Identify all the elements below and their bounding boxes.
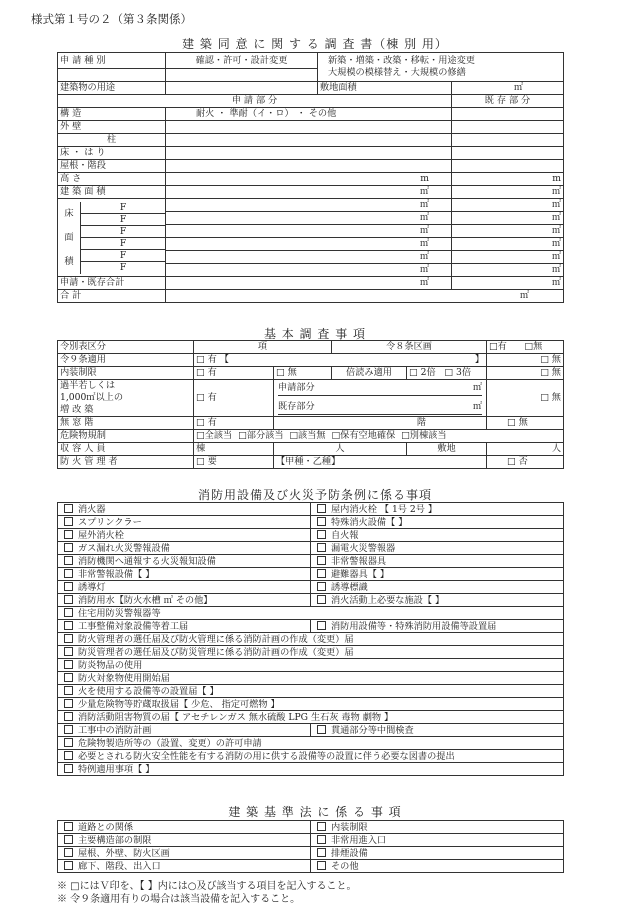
field-windowless-yes[interactable]: □ 有 (194, 417, 274, 430)
fire-row (58, 620, 564, 633)
fire-row (58, 750, 564, 763)
table-building-standards (57, 820, 564, 873)
fire-row (58, 724, 564, 737)
field-structure[interactable]: 耐火 ・ 準耐（イ・ロ） ・ その他 (166, 108, 452, 121)
fire-item[interactable] (58, 763, 564, 776)
fire-row (58, 685, 564, 698)
label-large-extension: 過半若しくは 1,000㎡以上の 増 改 築 (58, 380, 194, 417)
fire-row (58, 633, 564, 646)
field-article9-none[interactable]: □ 無 (487, 354, 564, 367)
bsl-item[interactable] (58, 821, 311, 834)
field-double-none[interactable]: □ 無 (487, 367, 564, 380)
checkbox[interactable] (64, 647, 73, 656)
checkbox[interactable] (317, 621, 326, 630)
field-total-combined-exist[interactable]: ㎡ (452, 277, 564, 290)
fire-item[interactable] (311, 568, 564, 581)
field-application-type-2[interactable]: 新築・増築・改築・移転・用途変更 大規模の模様替え・大規模の修繕 (318, 53, 564, 82)
label-fire-manager: 防 火 管 理 者 (58, 456, 194, 469)
field-floor-area-exist-4[interactable]: ㎡ (452, 238, 564, 251)
item-label: 屋外消火栓 (78, 529, 124, 541)
item-label: 廊下、階段、出入口 (78, 860, 161, 872)
field-outer-wall-exist[interactable] (452, 121, 564, 134)
field-floor-area-5[interactable]: ㎡ (166, 251, 452, 264)
note-2: ※ 令９条適用有りの場合は該当設備を記入すること。 (57, 894, 301, 905)
checkbox[interactable] (317, 595, 326, 604)
fire-item[interactable] (311, 516, 564, 529)
fire-item[interactable] (58, 633, 564, 646)
label-interior-limit: 内装制限 (58, 367, 194, 380)
fire-row (58, 763, 564, 776)
field-fire-manager-no[interactable]: □ 否 (487, 456, 564, 469)
item-label: 工事整備対象設備等着工届 (78, 620, 189, 632)
checkbox[interactable] (64, 822, 73, 831)
field-height[interactable]: m (166, 173, 452, 186)
label-article9: 令９条適用 (58, 354, 194, 367)
item-label: 避難器具【 】 (331, 568, 390, 580)
field-fire-manager-class[interactable]: 【甲種・乙種】 (274, 456, 487, 469)
item-label: 排煙設備 (331, 847, 368, 859)
fire-item[interactable] (311, 503, 564, 516)
checkbox[interactable] (64, 504, 73, 513)
fire-row (58, 555, 564, 568)
item-label: 消防活動阻害物質の届【 アセチレンガス 無水硫酸 LPG 生石灰 毒物 劇物 】 (78, 711, 394, 723)
label-building-use: 建築物の用途 (58, 82, 166, 95)
fire-row (58, 529, 564, 542)
item-label: 道路との関係 (78, 821, 134, 833)
header-exist-part: 既 存 部 分 (452, 95, 564, 108)
field-ordinance-item[interactable]: 項 (194, 341, 332, 354)
item-label: 防火管理者の選任届及び防火管理に係る消防計画の作成（変更）届 (78, 633, 354, 645)
bsl-row (58, 834, 564, 847)
fire-item[interactable] (311, 594, 564, 607)
checkbox[interactable] (317, 582, 326, 591)
item-label: 非常警報設備【 】 (78, 568, 155, 580)
label-total-combined: 申請・既存合計 (58, 277, 166, 290)
checkbox[interactable] (64, 725, 73, 734)
field-windowless-floor[interactable]: 階 (274, 417, 487, 430)
fire-row (58, 594, 564, 607)
checkbox[interactable] (64, 556, 73, 565)
item-label: 住宅用防災警報器等 (78, 607, 161, 619)
checkbox[interactable] (64, 608, 73, 617)
fire-item[interactable] (311, 542, 564, 555)
checkbox[interactable] (64, 686, 73, 695)
fire-item[interactable] (311, 529, 564, 542)
label-building-area: 建 築 面 積 (58, 186, 166, 199)
title-building-consent: 建 築 同 意 に 関 す る 調 査 書（棟 別 用） (182, 37, 448, 51)
title-building-standards: 建 築 基 準 法 に 係 る 事 項 (228, 805, 402, 819)
bsl-item[interactable] (58, 847, 311, 860)
label-height: 高 さ (58, 173, 166, 186)
bsl-item[interactable] (311, 847, 564, 860)
table-building-info (57, 52, 564, 303)
fire-item[interactable] (311, 724, 564, 737)
field-article9[interactable]: □ 有 【 】 (194, 354, 487, 367)
fire-item[interactable] (58, 737, 564, 750)
checkbox[interactable] (64, 582, 73, 591)
field-floor-area-2[interactable]: ㎡ (166, 212, 452, 225)
field-height-exist[interactable]: m (452, 173, 564, 186)
field-total-combined[interactable]: ㎡ (166, 277, 452, 290)
fire-item[interactable] (58, 750, 564, 763)
field-floor-beam-exist[interactable] (452, 147, 564, 160)
label-ordinance-table: 令別表区分 (58, 341, 194, 354)
checkbox[interactable] (64, 848, 73, 857)
item-label: 必要とされる防火安全性能を有する消防の用に供する設備等の設置に伴う必要な図書の提出 (78, 750, 455, 762)
field-floor-area-exist-2[interactable]: ㎡ (452, 212, 564, 225)
title-basic-survey: 基 本 調 査 事 項 (263, 327, 367, 341)
note-1: ※ □にはＶ印を、【 】内には○及び該当する項目を記入すること。 (57, 881, 357, 892)
checkbox[interactable] (64, 861, 73, 870)
fire-row (58, 711, 564, 724)
field-building-use[interactable] (166, 82, 318, 95)
item-label: 非常用進入口 (331, 834, 387, 846)
item-label: 貫通部分等中間検査 (331, 724, 414, 736)
label-hazmat: 危険物規制 (58, 430, 194, 443)
bsl-row (58, 860, 564, 873)
checkbox[interactable] (64, 634, 73, 643)
checkbox[interactable] (64, 751, 73, 760)
checkbox[interactable] (317, 543, 326, 552)
field-windowless-none[interactable]: □ 無 (487, 417, 564, 430)
checkbox[interactable] (317, 861, 326, 870)
label-application-type: 申 請 種 別 (58, 53, 166, 69)
bsl-item[interactable] (311, 834, 564, 847)
fire-item[interactable] (58, 685, 564, 698)
label-roof-stairs: 屋根・階段 (58, 160, 166, 173)
checkbox[interactable] (64, 712, 73, 721)
checkbox[interactable] (64, 530, 73, 539)
checkbox[interactable] (64, 835, 73, 844)
item-label: 防災管理者の選任届及び防災管理に係る消防計画の作成（変更）届 (78, 646, 354, 658)
label-article8-section: 令８条区画 (332, 341, 487, 354)
checkbox[interactable] (64, 569, 73, 578)
field-extension-area[interactable]: 申請部分 ㎡ 既存部分 ㎡ (274, 380, 487, 417)
field-floor-area-exist-1[interactable]: ㎡ (452, 199, 564, 212)
fire-row (58, 581, 564, 594)
bsl-item[interactable] (311, 821, 564, 834)
field-roof-stairs-exist[interactable] (452, 160, 564, 173)
item-label: 特例適用事項【 】 (78, 763, 155, 775)
fire-item[interactable] (58, 698, 564, 711)
item-label: 工事中の消防計画 (78, 724, 152, 736)
field-site-area[interactable]: ㎡ (452, 82, 564, 95)
fire-row (58, 737, 564, 750)
title-fire-equipment: 消防用設備及び火災予防条例に係る事項 (197, 488, 432, 502)
fire-row (58, 607, 564, 620)
label-capacity: 収 容 人 員 (58, 443, 194, 456)
field-capacity-building[interactable]: 人 (274, 443, 407, 456)
field-floor-area-6[interactable]: ㎡ (166, 264, 452, 277)
fire-item[interactable] (58, 581, 311, 594)
label-double-read: 倍読み適用 (332, 367, 407, 380)
item-label: 自火報 (331, 529, 359, 541)
label-total: 合 計 (58, 290, 166, 303)
checkbox[interactable] (64, 517, 73, 526)
label-structure: 構 造 (58, 108, 166, 121)
fire-item[interactable] (58, 659, 564, 672)
item-label: 危険物製造所等の（設置、変更）の許可申請 (78, 737, 262, 749)
field-structure-exist[interactable] (452, 108, 564, 121)
field-floor-area-exist-3[interactable]: ㎡ (452, 225, 564, 238)
item-label: 主要構造部の制限 (78, 834, 152, 846)
checkbox[interactable] (64, 595, 73, 604)
fire-item[interactable] (58, 672, 564, 685)
item-label: 漏電火災警報器 (331, 542, 396, 554)
checkbox[interactable] (317, 835, 326, 844)
checkbox[interactable] (317, 517, 326, 526)
fire-item[interactable] (58, 711, 564, 724)
checkbox[interactable] (64, 738, 73, 747)
checkbox[interactable] (317, 504, 326, 513)
item-label: 屋内消火栓 【 1号 2号 】 (331, 503, 438, 515)
field-building-area[interactable]: ㎡ (166, 186, 452, 199)
fire-row (58, 503, 564, 516)
checkbox[interactable] (317, 848, 326, 857)
fire-item[interactable] (58, 646, 564, 659)
fire-item[interactable] (311, 555, 564, 568)
fire-item[interactable] (58, 516, 311, 529)
fire-row (58, 646, 564, 659)
item-label: スプリンクラー (78, 516, 142, 528)
field-pillar-exist[interactable] (452, 134, 564, 147)
fire-row (58, 516, 564, 529)
label-floor-beam: 床 ・ は り (58, 147, 166, 160)
item-label: 消防用設備等・特殊消防用設備等設置届 (331, 620, 497, 632)
field-capacity-site[interactable]: 人 (487, 443, 564, 456)
header-apply-part: 申 請 部 分 (58, 95, 452, 108)
item-label: 消火活動上必要な施設【 】 (331, 594, 445, 606)
field-capacity-building-label: 棟 (194, 443, 274, 456)
label-windowless: 無 窓 階 (58, 417, 194, 430)
label-floor-area: 床 面 積 F F F F F F (58, 199, 166, 277)
item-label: 誘導標識 (331, 581, 368, 593)
fire-row (58, 698, 564, 711)
fire-item[interactable] (58, 555, 311, 568)
fire-item[interactable] (311, 581, 564, 594)
field-floor-area-3[interactable]: ㎡ (166, 225, 452, 238)
fire-item[interactable] (58, 594, 311, 607)
checkbox[interactable] (317, 556, 326, 565)
fire-item[interactable] (58, 503, 311, 516)
fire-row (58, 659, 564, 672)
checkbox[interactable] (64, 673, 73, 682)
fire-row (58, 672, 564, 685)
fire-item[interactable] (58, 542, 311, 555)
notes (57, 880, 357, 906)
fire-item[interactable] (58, 568, 311, 581)
field-roof-stairs[interactable] (166, 160, 452, 173)
item-label: 消火器 (78, 503, 106, 515)
item-label: 消防機関へ通報する火災報知設備 (78, 555, 216, 567)
bsl-row (58, 847, 564, 860)
item-label: 屋根、外壁、防火区画 (78, 847, 170, 859)
item-label: 内装制限 (331, 821, 368, 833)
checkbox[interactable] (317, 530, 326, 539)
field-total[interactable]: ㎡ (166, 290, 564, 303)
checkbox[interactable] (64, 621, 73, 630)
fire-item[interactable] (58, 724, 311, 737)
item-label: 非常警報器具 (331, 555, 387, 567)
checkbox[interactable] (64, 764, 73, 773)
checkbox[interactable] (64, 543, 73, 552)
field-capacity-site-label: 敷地 (407, 443, 487, 456)
field-fire-manager-yes[interactable]: □ 要 (194, 456, 274, 469)
field-pillar[interactable] (166, 134, 452, 147)
checkbox[interactable] (317, 822, 326, 831)
item-label: ガス漏れ火災警報設備 (78, 542, 170, 554)
field-floor-area-exist-5[interactable]: ㎡ (452, 251, 564, 264)
bsl-item[interactable] (58, 834, 311, 847)
bsl-item[interactable] (311, 860, 564, 873)
checkbox[interactable] (317, 569, 326, 578)
bsl-row (58, 821, 564, 834)
field-double[interactable]: □ 2倍 □ 3倍 (407, 367, 487, 380)
field-hazmat[interactable]: □全該当 □部分該当 □該当無 □保有空地確保 □別棟該当 (194, 430, 564, 443)
fire-item[interactable] (58, 529, 311, 542)
fire-item[interactable] (58, 620, 311, 633)
field-extension-none[interactable]: □ 無 (487, 380, 564, 417)
item-label: 特殊消火設備【 】 (331, 516, 408, 528)
checkbox[interactable] (64, 699, 73, 708)
item-label: 火を使用する設備等の設置届【 】 (78, 685, 219, 697)
item-label: 誘導灯 (78, 581, 106, 593)
label-site-area: 敷地面積 (318, 82, 452, 95)
field-article8[interactable]: □有 □無 (487, 341, 564, 354)
field-floor-area-4[interactable]: ㎡ (166, 238, 452, 251)
field-outer-wall[interactable] (166, 121, 452, 134)
field-application-type-1[interactable]: 確認・許可・設計変更 (166, 53, 318, 69)
item-label: 少量危険物等貯蔵取扱届【 少危、 指定可燃物 】 (78, 698, 280, 710)
checkbox[interactable] (64, 660, 73, 669)
fire-row (58, 568, 564, 581)
table-basic-survey (57, 340, 564, 469)
field-floor-beam[interactable] (166, 147, 452, 160)
label-outer-wall: 外 壁 (58, 121, 166, 134)
table-fire-equipment (57, 502, 564, 776)
item-label: その他 (331, 860, 359, 872)
field-floor-area-1[interactable]: ㎡ (166, 199, 452, 212)
field-floor-area-exist-6[interactable]: ㎡ (452, 264, 564, 277)
field-interior-no[interactable]: □ 無 (274, 367, 332, 380)
field-interior-yes[interactable]: □ 有 (194, 367, 274, 380)
form-number: 様式第１号の２（第３条関係） (31, 12, 192, 26)
bsl-item[interactable] (58, 860, 311, 873)
item-label: 防火対象物使用開始届 (78, 672, 170, 684)
fire-row (58, 542, 564, 555)
fire-item[interactable] (58, 607, 564, 620)
field-extension-yes[interactable]: □ 有 (194, 380, 274, 417)
item-label: 防炎物品の使用 (78, 659, 143, 671)
fire-item[interactable] (311, 620, 564, 633)
item-label: 消防用水【防火水槽 ㎥ その他】 (78, 594, 213, 606)
label-pillar: 柱 (58, 134, 166, 147)
checkbox[interactable] (317, 725, 326, 734)
field-building-area-exist[interactable]: ㎡ (452, 186, 564, 199)
